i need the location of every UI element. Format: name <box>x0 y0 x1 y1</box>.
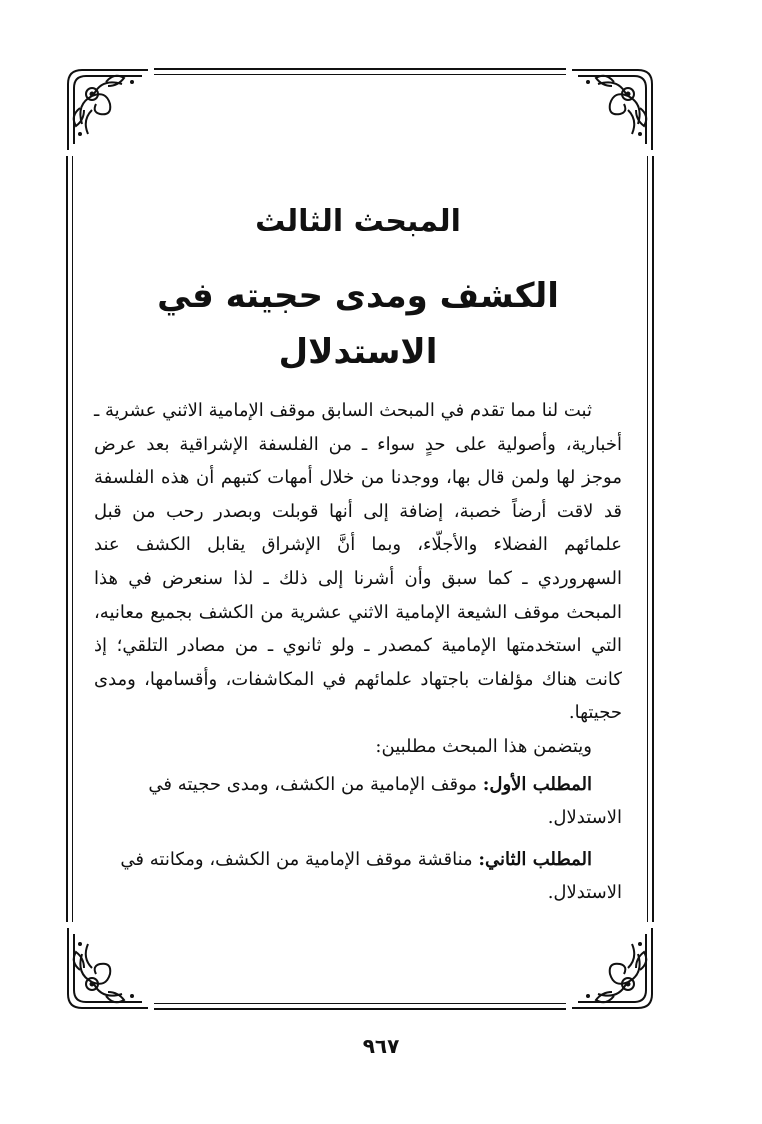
plan-intro: ويتضمن هذا المبحث مطلبين: <box>375 735 592 757</box>
page-content <box>94 190 622 910</box>
requirement-2 <box>94 843 622 910</box>
requirement-1-text: موقف الإمامية من الكشف، ومدى حجيته في الاستدلال. <box>148 773 622 829</box>
requirement-2-text: مناقشة موقف الإمامية من الكشف، ومكانته في الاستدلال. <box>120 848 622 904</box>
requirement-2-label: المطلب الثاني: <box>478 848 592 870</box>
page-number: ٩٦٧ <box>362 1034 400 1058</box>
corner-ornament-bottom-left <box>62 922 154 1014</box>
requirement-1 <box>94 768 622 835</box>
section-title: المبحث الثالث <box>255 204 461 239</box>
requirement-1-label: المطلب الأول: <box>482 773 592 795</box>
main-title: الكشف ومدى حجيته في الاستدلال <box>157 276 559 372</box>
intro-paragraph: ثبت لنا مما تقدم في المبحث السابق موقف الإمامية الاثني عشرية ـ أخبارية، وأصولية على حدٍ سواء ـ من الفلسفة الإشراقية بعد عرض موجز لها ولمن قال بها، ووجدنا من خلال أمهات كتبهم أن هذه الفلسفة قد لاقت أرضاً خصبة، إضافة إلى أنها قوبلت وبصدر رحب من قبل علمائهم الفضلاء والأجلّاء، وبما أنَّ الإشراق يقابل الكشف عند السهروردي ـ كما سبق وأن أشرنا إلى ذلك ـ لذا سنعرض في هذا المبحث موقف الشيعة الإمامية الاثني عشرية من الكشف بجميع معانيه، التي استخدمتها الإمامية كمصدر ـ ولو ثانوي ـ من مصادر التلقي؛ إذ كانت هناك مؤلفات باجتهاد علمائهم في المكاشفات، وأقسامها، ومدى حجيتها. <box>94 400 622 724</box>
corner-ornament-top-right <box>566 64 658 156</box>
corner-ornament-bottom-right <box>566 922 658 1014</box>
corner-ornament-top-left <box>62 64 154 156</box>
